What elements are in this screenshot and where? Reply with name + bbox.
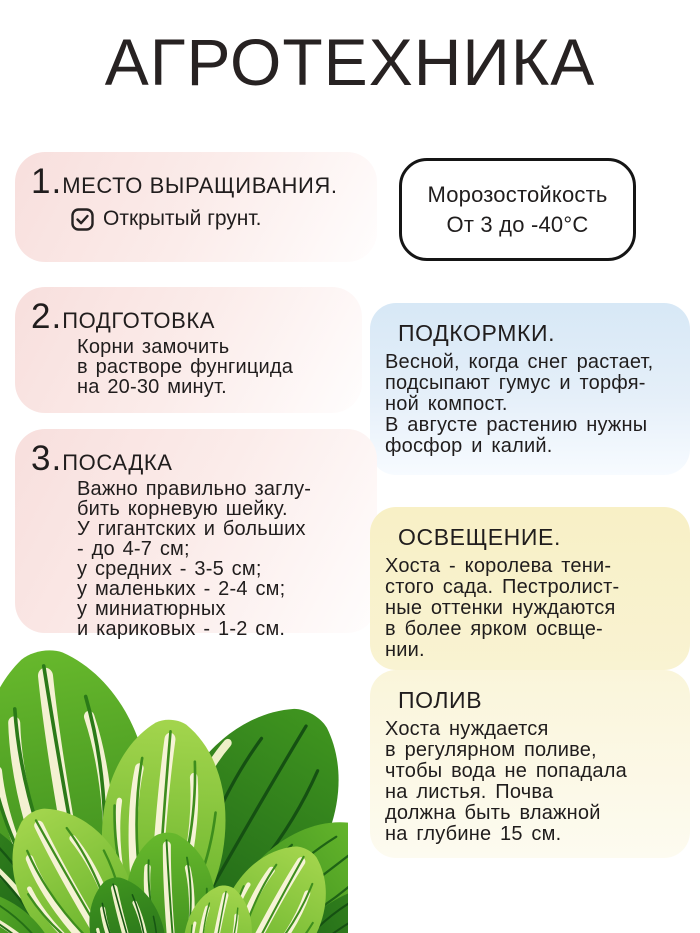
text-line: в растворе фунгицида xyxy=(77,356,294,378)
section-heading: ПОДГОТОВКА xyxy=(62,308,216,333)
section-number: 3. xyxy=(31,439,63,478)
text-line: фосфор и калий. xyxy=(385,435,553,457)
section-heading: ПОДКОРМКИ. xyxy=(398,320,556,346)
section-watering-body xyxy=(370,719,690,845)
section-heading: МЕСТО ВЫРАЩИВАНИЯ. xyxy=(62,173,338,198)
section-planting-card xyxy=(15,429,377,640)
section-heading: ОСВЕЩЕНИЕ. xyxy=(398,524,561,550)
text-line: у миниатюрных xyxy=(77,598,226,620)
page-title: АГРОТЕХНИКА xyxy=(104,25,596,99)
text-line: подсыпают гумус и торфя- xyxy=(385,372,646,394)
text-line: должна быть влажной xyxy=(385,802,601,824)
text-line: Хоста нуждается xyxy=(385,718,549,740)
frost-title: Морозостойкость xyxy=(427,181,608,207)
frost-resistance-badge xyxy=(399,158,636,261)
text-line: стого сада. Пестролист- xyxy=(385,576,620,598)
section-heading: ПОСАДКА xyxy=(62,450,173,475)
section-lighting-card xyxy=(370,507,690,670)
section-planting-body xyxy=(15,479,377,639)
text-line: ные оттенки нуждаются xyxy=(385,597,616,619)
text-line: бить корневую шейку. xyxy=(77,498,288,520)
section-feeding-card xyxy=(370,303,690,475)
section-preparation-heading-row xyxy=(15,287,362,334)
text-line: Важно правильно заглу- xyxy=(77,478,312,500)
checkbox-checked-icon[interactable] xyxy=(71,208,94,231)
text-line: на листья. Почва xyxy=(385,781,554,803)
section-lighting-body xyxy=(370,556,690,661)
text-line: и кариковых - 1-2 см. xyxy=(77,618,286,640)
section-watering-card xyxy=(370,670,690,858)
section-preparation-card xyxy=(15,287,362,413)
text-line: - до 4-7 см; xyxy=(77,538,190,560)
text-line: в регулярном поливе, xyxy=(385,739,597,761)
text-line: ной компост. xyxy=(385,393,508,415)
frost-range: От 3 до -40°С xyxy=(446,211,589,237)
open-ground-row xyxy=(15,207,377,231)
section-number: 1. xyxy=(31,162,63,201)
checkbox-label: Открытый грунт. xyxy=(103,207,262,230)
section-number: 2. xyxy=(31,297,63,336)
text-line: Хоста - королева тени- xyxy=(385,555,612,577)
text-line: на глубине 15 см. xyxy=(385,823,562,845)
hosta-leaves-illustration xyxy=(0,644,348,933)
text-line: у средних - 3-5 см; xyxy=(77,558,262,580)
text-line: на 20-30 минут. xyxy=(77,376,227,398)
text-line: У гигантских и больших xyxy=(77,518,306,540)
text-line: Весной, когда снег растает, xyxy=(385,351,654,373)
section-planting-heading-row xyxy=(15,429,377,476)
section-place-card xyxy=(15,152,377,262)
text-line: в более ярком освще- xyxy=(385,618,603,640)
text-line: чтобы вода не попадала xyxy=(385,760,627,782)
text-line: у маленьких - 2-4 см; xyxy=(77,578,286,600)
text-line: нии. xyxy=(385,639,425,661)
text-line: Корни замочить xyxy=(77,336,230,358)
text-line: В августе растению нужны xyxy=(385,414,648,436)
section-feeding-body xyxy=(370,352,690,457)
section-heading: ПОЛИВ xyxy=(398,687,483,713)
section-preparation-body xyxy=(15,337,362,397)
section-place-heading-row xyxy=(15,152,377,199)
